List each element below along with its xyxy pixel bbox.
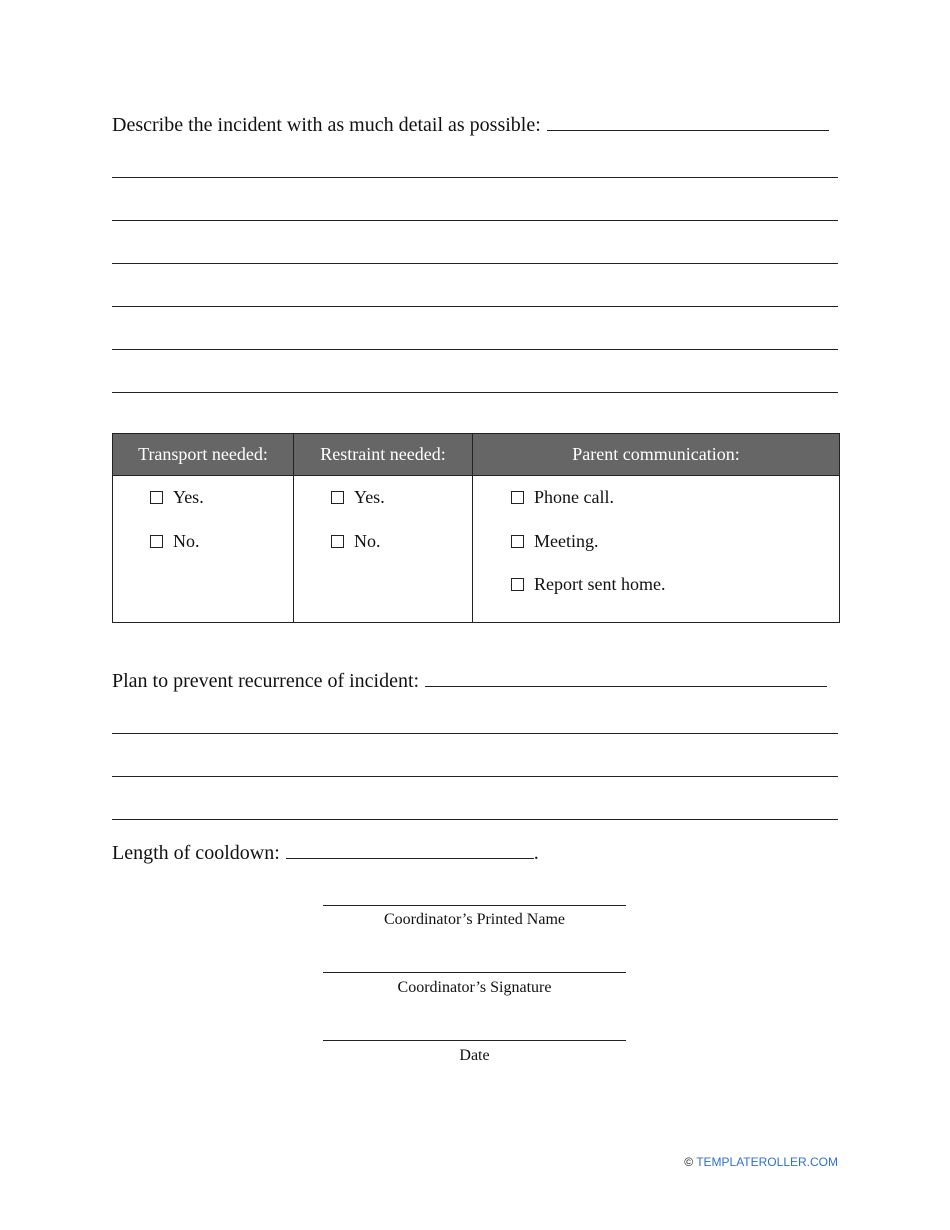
restraint-yes-label: Yes.: [354, 487, 385, 508]
copyright-icon: ©: [684, 1155, 694, 1169]
checkbox-icon[interactable]: [511, 491, 524, 504]
footer: [684, 1155, 838, 1169]
checkbox-icon[interactable]: [331, 491, 344, 504]
incident-description-label: Describe the incident with as much detail as possible:: [112, 114, 541, 136]
options-table: [112, 433, 840, 623]
restraint-no-label: No.: [354, 530, 381, 551]
phone-call-label: Phone call.: [534, 487, 614, 508]
cooldown-suffix: .: [533, 842, 539, 864]
signature-line[interactable]: [323, 972, 626, 973]
cooldown-prompt: [112, 840, 539, 865]
checkbox-icon[interactable]: [150, 535, 163, 548]
checkbox-icon[interactable]: [331, 535, 344, 548]
cooldown-label: Length of cooldown:: [112, 842, 280, 864]
date-line[interactable]: [323, 1040, 626, 1041]
prevention-plan-label: Plan to prevent recurrence of incident:: [112, 670, 420, 692]
transport-yes-label: Yes.: [173, 487, 204, 508]
communication-cell: [473, 476, 840, 623]
date-label: Date: [459, 1047, 490, 1064]
meeting-label: Meeting.: [534, 530, 599, 551]
incident-description-field[interactable]: [547, 112, 829, 131]
transport-no-option[interactable]: [150, 520, 293, 564]
report-sent-home-label: Report sent home.: [534, 574, 666, 595]
restraint-cell: [294, 476, 473, 623]
restraint-header: Restraint needed:: [294, 434, 473, 476]
report-sent-home-option[interactable]: [511, 563, 839, 607]
prevention-plan-line[interactable]: [112, 776, 838, 777]
cooldown-field[interactable]: [286, 840, 534, 859]
footer-brand-link[interactable]: TEMPLATEROLLER.COM: [696, 1155, 838, 1169]
prevention-plan-field[interactable]: [425, 668, 827, 687]
transport-cell: [113, 476, 294, 623]
incident-description-line[interactable]: [112, 349, 838, 350]
incident-description-line[interactable]: [112, 177, 838, 178]
transport-yes-option[interactable]: [150, 476, 293, 520]
signature-label: Coordinator’s Signature: [397, 979, 552, 996]
transport-header: Transport needed:: [113, 434, 294, 476]
incident-description-line[interactable]: [112, 220, 838, 221]
communication-header: Parent communication:: [473, 434, 840, 476]
incident-description-line[interactable]: [112, 263, 838, 264]
transport-no-label: No.: [173, 530, 200, 551]
checkbox-icon[interactable]: [511, 578, 524, 591]
prevention-plan-line[interactable]: [112, 819, 838, 820]
incident-description-prompt: [112, 112, 829, 137]
restraint-no-option[interactable]: [331, 520, 472, 564]
meeting-option[interactable]: [511, 520, 839, 564]
printed-name-label: Coordinator’s Printed Name: [383, 911, 565, 928]
restraint-yes-option[interactable]: [331, 476, 472, 520]
checkbox-icon[interactable]: [511, 535, 524, 548]
incident-description-line[interactable]: [112, 392, 838, 393]
printed-name-line[interactable]: [323, 905, 626, 906]
prevention-plan-prompt: [112, 668, 827, 693]
checkbox-icon[interactable]: [150, 491, 163, 504]
incident-description-line[interactable]: [112, 306, 838, 307]
prevention-plan-line[interactable]: [112, 733, 838, 734]
phone-call-option[interactable]: [511, 476, 839, 520]
